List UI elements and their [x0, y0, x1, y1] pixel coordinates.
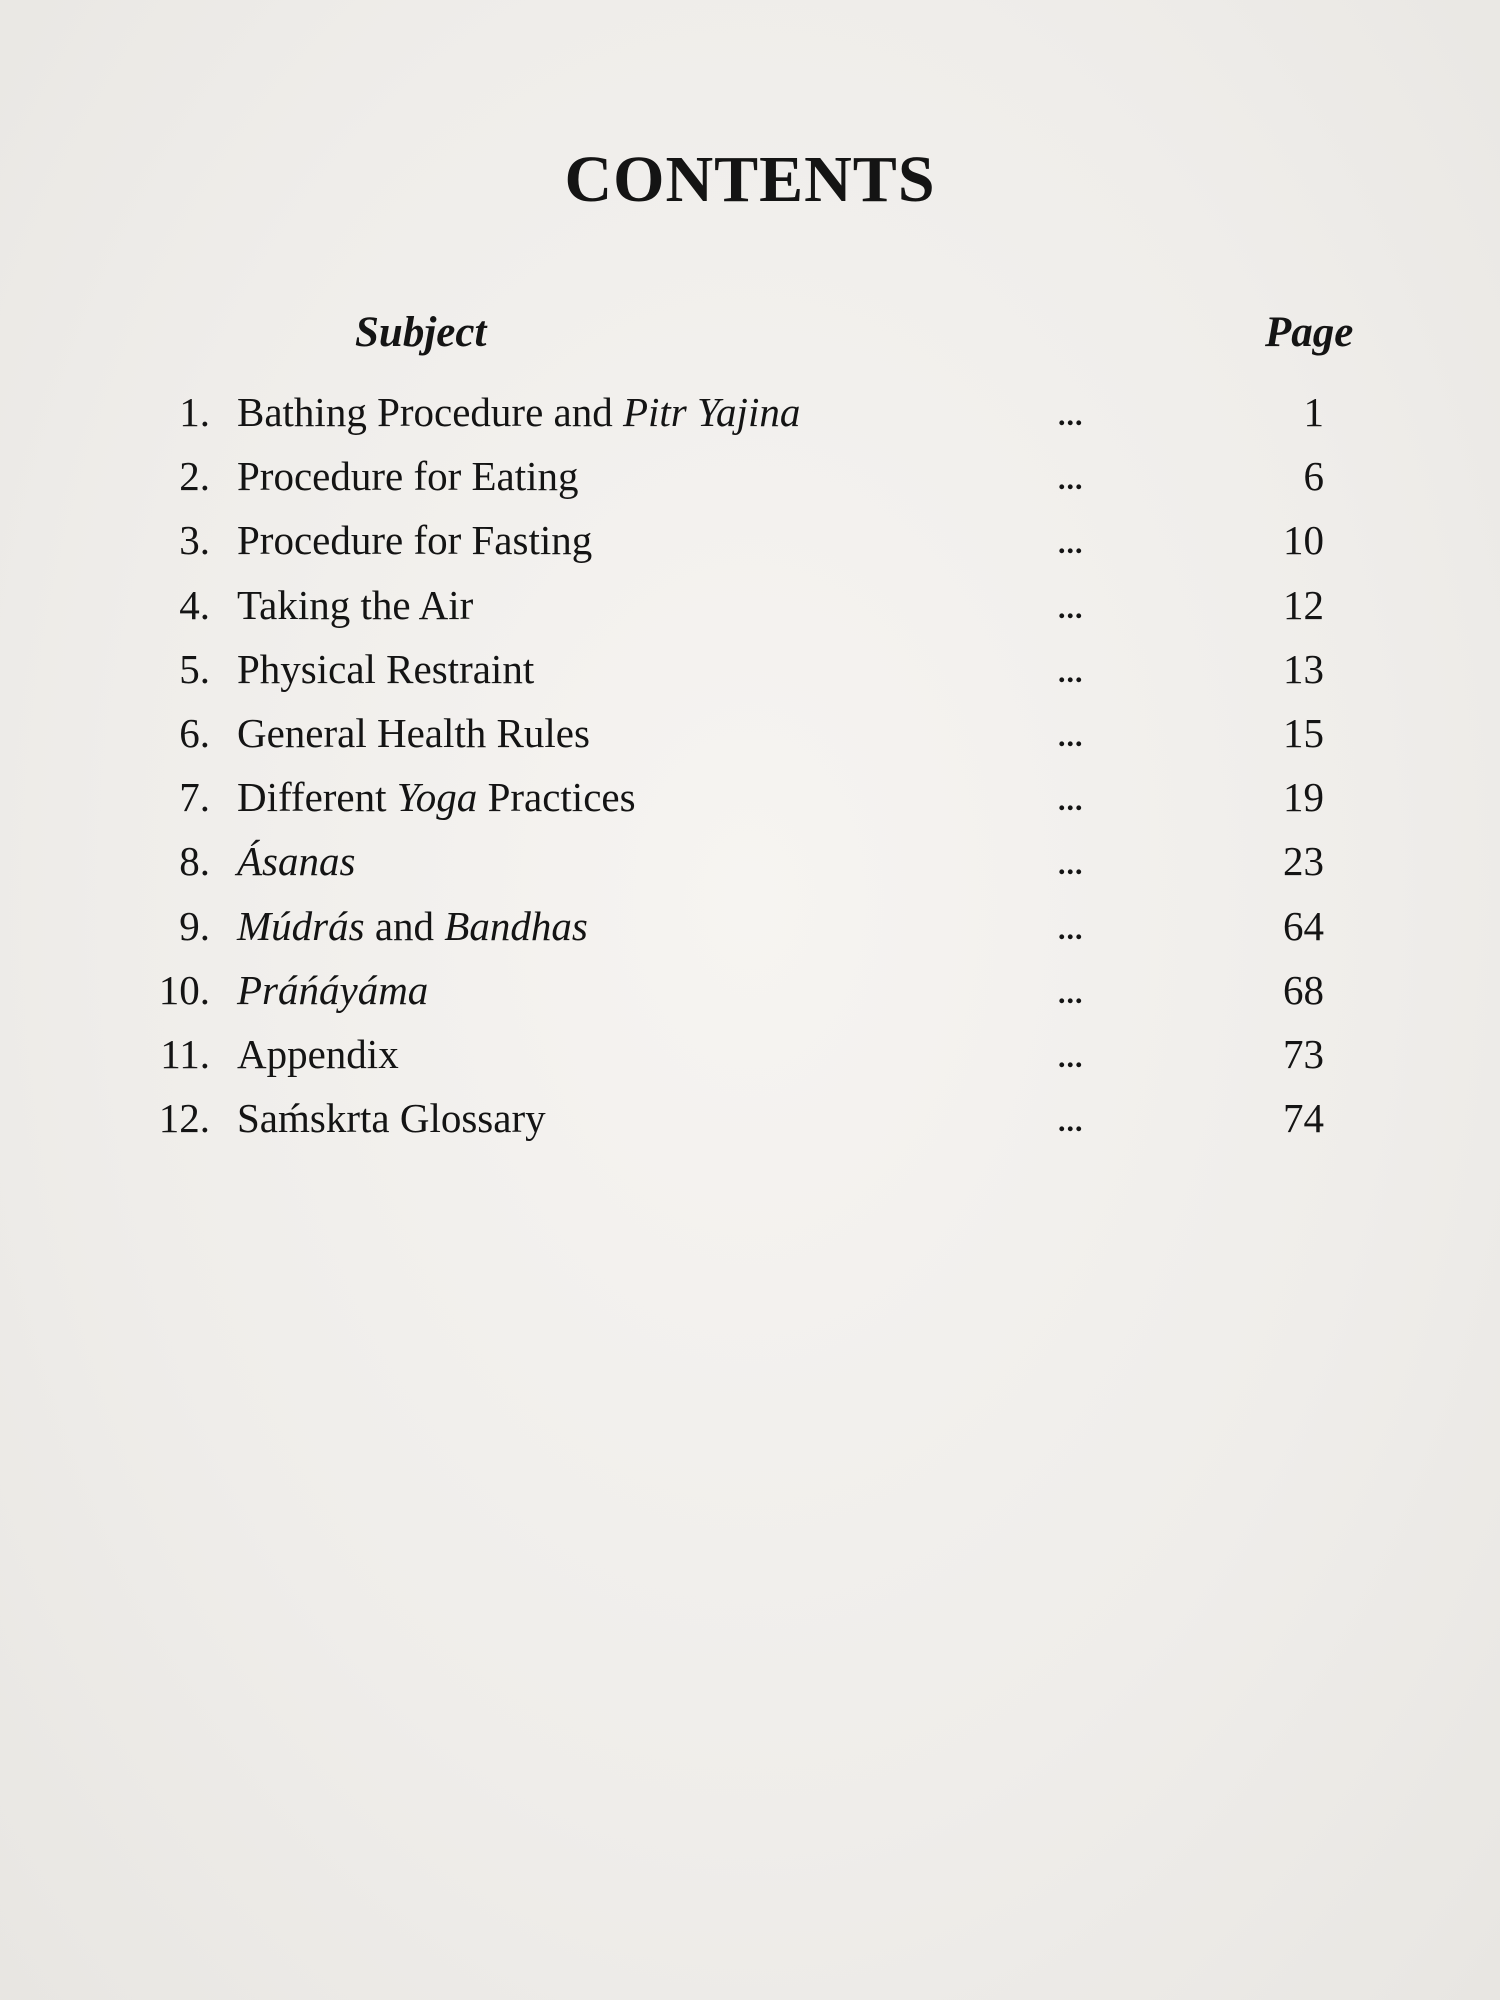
toc-entry [0, 894, 1500, 958]
entry-number: 7. [179, 774, 210, 821]
toc-entry [0, 380, 1500, 444]
entry-page: 23 [1283, 838, 1324, 885]
entry-number: 9. [179, 902, 210, 949]
entry-number: 5. [179, 645, 210, 692]
entry-page: 13 [1283, 645, 1324, 692]
entry-title: Taking the Air [237, 581, 474, 628]
toc-entry [0, 508, 1500, 572]
toc-entry [0, 444, 1500, 508]
entry-title: General Health Rules [237, 709, 590, 756]
entry-number: 3. [179, 517, 210, 564]
entry-page: 15 [1283, 709, 1324, 756]
entry-title: Different Yoga Practices [237, 774, 636, 821]
entry-page: 64 [1283, 902, 1324, 949]
page-column-header: Page [1265, 309, 1354, 356]
entry-number: 12. [158, 1095, 210, 1142]
entry-page: 10 [1283, 517, 1324, 564]
entry-title: Práńáyáma [237, 966, 429, 1013]
entry-number: 10. [158, 966, 210, 1013]
entry-title: Appendix [237, 1030, 399, 1077]
entry-page: 74 [1283, 1095, 1324, 1142]
entry-title: Procedure for Fasting [237, 517, 593, 564]
dot-leader: ... [1058, 719, 1084, 753]
page-title: CONTENTS [564, 143, 936, 216]
dot-leader: ... [1058, 527, 1084, 561]
entry-page: 6 [1303, 453, 1324, 500]
entry-page: 1 [1303, 389, 1324, 435]
entry-page: 68 [1283, 966, 1324, 1013]
entry-number: 6. [179, 709, 210, 756]
entry-title: Physical Restraint [237, 645, 535, 692]
toc-entry [0, 701, 1500, 765]
entry-number: 1. [179, 389, 210, 435]
toc-entry [0, 1086, 1500, 1150]
dot-leader: ... [1058, 912, 1084, 946]
entry-number: 8. [179, 838, 210, 885]
entry-number: 2. [179, 453, 210, 500]
entry-number: 11. [160, 1030, 210, 1077]
table-of-contents [0, 380, 1500, 1150]
entry-page: 73 [1283, 1030, 1324, 1077]
dot-leader: ... [1058, 463, 1084, 497]
entry-page: 12 [1283, 581, 1324, 628]
entry-page: 19 [1283, 774, 1324, 821]
toc-entry [0, 573, 1500, 637]
entry-title: Procedure for Eating [237, 453, 579, 500]
dot-leader: ... [1058, 1040, 1084, 1074]
toc-entry [0, 765, 1500, 829]
toc-entry [0, 1022, 1500, 1086]
toc-entry [0, 958, 1500, 1022]
dot-leader: ... [1058, 784, 1084, 818]
subject-column-header: Subject [355, 309, 487, 356]
dot-leader: ... [1058, 976, 1084, 1010]
dot-leader: ... [1058, 655, 1084, 689]
dot-leader: ... [1058, 399, 1084, 432]
entry-title: Múdrás and Bandhas [237, 902, 588, 949]
entry-title: Saḿskrta Glossary [237, 1095, 546, 1142]
toc-entry [0, 829, 1500, 893]
dot-leader: ... [1058, 591, 1084, 625]
toc-entry [0, 637, 1500, 701]
dot-leader: ... [1058, 848, 1084, 882]
entry-title: Bathing Procedure and Pitr Yajina [237, 389, 801, 435]
dot-leader: ... [1058, 1105, 1084, 1139]
entry-number: 4. [179, 581, 210, 628]
entry-title: Ásanas [237, 838, 356, 885]
